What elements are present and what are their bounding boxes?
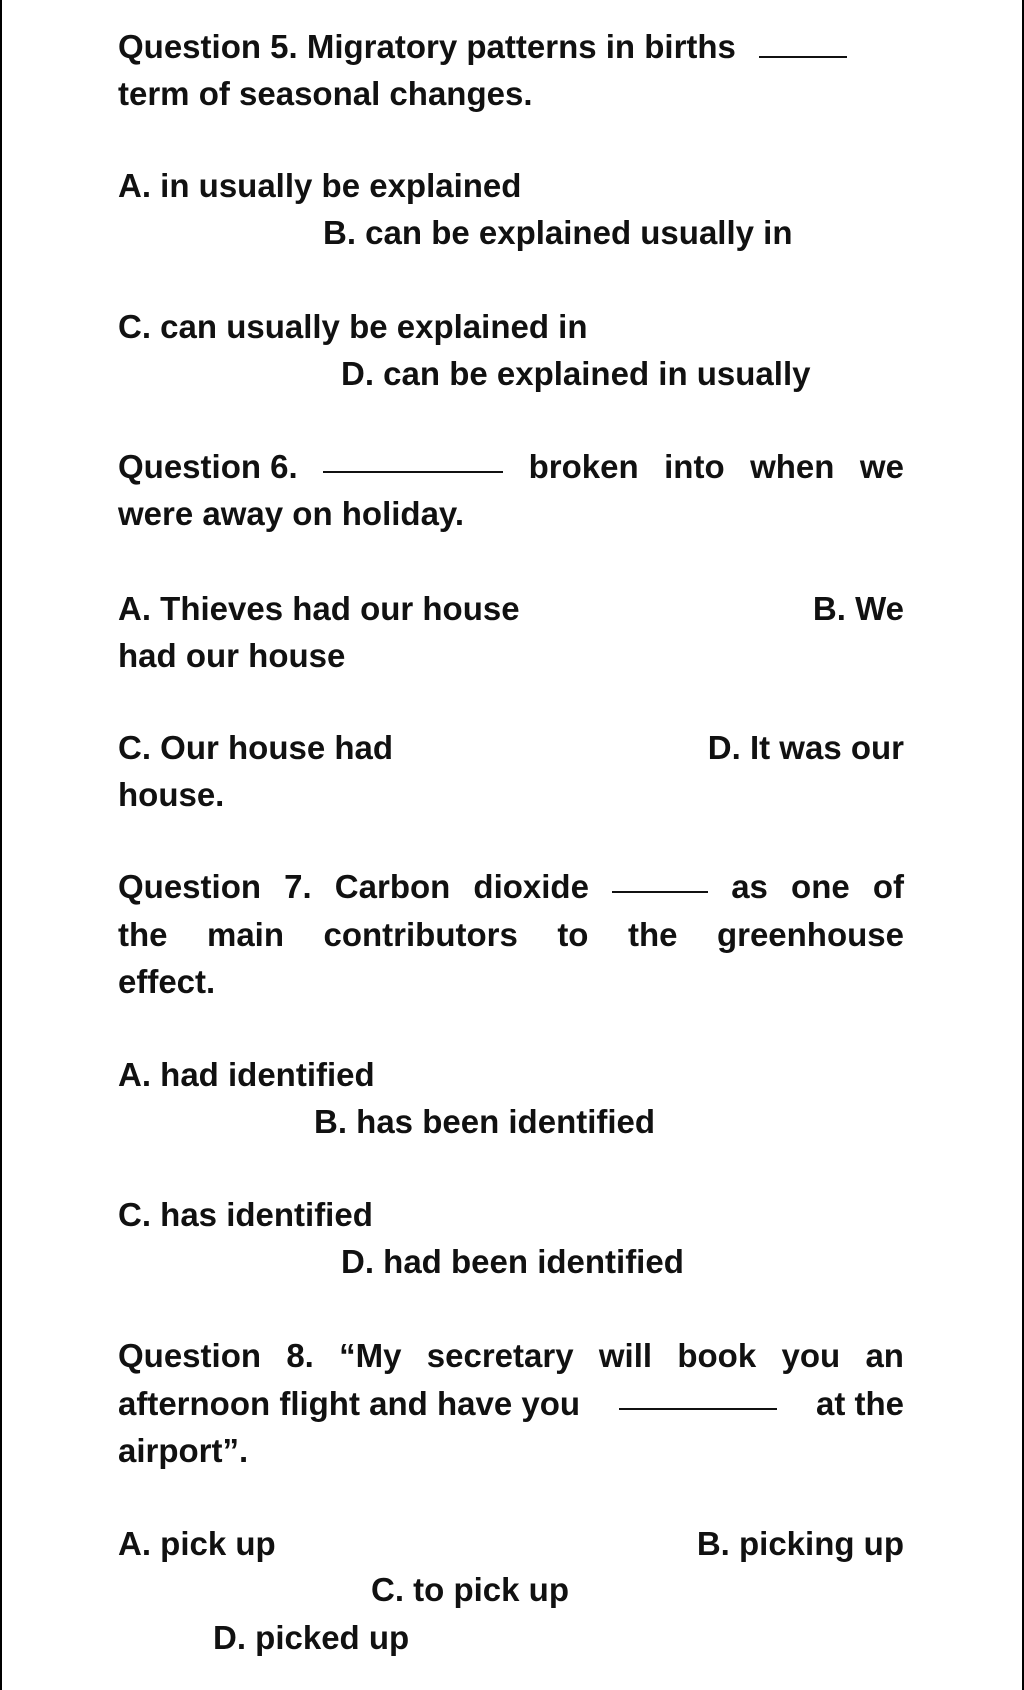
q7-option-c: C. has identified [118, 1196, 373, 1233]
q7-option-a: A. had identified [118, 1056, 375, 1093]
q8-word: you [781, 1337, 841, 1374]
document-page [2, 0, 1022, 1690]
q6-option-c: C. Our house had [118, 729, 394, 766]
q6-option-d-part2: house. [118, 776, 225, 813]
q6-options-row1 [118, 585, 904, 632]
q6-stem-line1 [118, 443, 904, 490]
q8-word: secretary [426, 1337, 574, 1374]
q5-option-c: C. can usually be explained in [118, 308, 588, 345]
q8-word: an [865, 1337, 904, 1374]
q8-word: Question [118, 1337, 262, 1374]
q8-text-after-blank: at the [815, 1385, 904, 1422]
q8-option-d: D. picked up [213, 1619, 410, 1656]
q8-stem-line1 [118, 1332, 904, 1379]
q5-option-b: B. can be explained usually in [323, 214, 793, 251]
q8-word: will [598, 1337, 653, 1374]
q5-answer-blank [759, 28, 847, 58]
q8-option-a: A. pick up [118, 1525, 276, 1562]
q5-stem-line1 [118, 23, 847, 70]
q8-option-c: C. to pick up [371, 1571, 569, 1608]
q7-stem-line2 [118, 911, 904, 958]
q7-word: one [791, 868, 850, 905]
q6-option-b-part1: B. We [812, 590, 904, 627]
q7-word: 7. [284, 868, 312, 905]
q6-option-b-part2: had our house [118, 637, 346, 674]
q7-word: Question [118, 868, 262, 905]
q8-options-row1 [118, 1520, 904, 1567]
q6-word: broken [528, 448, 639, 485]
q5-option-a: A. in usually be explained [118, 167, 522, 204]
q7-option-d: D. had been identified [341, 1243, 684, 1280]
q7-word: the [627, 916, 678, 953]
q6-option-d-part1: D. It was our [707, 729, 904, 766]
q8-option-b: B. picking up [696, 1525, 904, 1562]
q5-option-d: D. can be explained in usually [341, 355, 811, 392]
q8-word: 8. [286, 1337, 314, 1374]
q7-word: main [206, 916, 285, 953]
q7-word: contributors [323, 916, 518, 953]
q7-word: the [118, 916, 168, 953]
q6-options-row2 [118, 724, 904, 771]
q7-word: dioxide [473, 868, 589, 905]
q7-word: Carbon [334, 868, 451, 905]
q7-stem-line1 [118, 863, 904, 910]
q6-stem-line2: were away on holiday. [118, 495, 465, 532]
q7-word: of [872, 868, 904, 905]
q5-stem-text: Question 5. Migratory patterns in births [118, 28, 736, 65]
q7-word: greenhouse [716, 916, 904, 953]
q6-word: we [859, 448, 904, 485]
q6-word: into [664, 448, 725, 485]
q7-stem-line3: effect. [118, 963, 216, 1000]
q8-answer-blank [619, 1380, 777, 1410]
q6-label: Question 6. [118, 448, 298, 485]
q7-answer-blank [612, 863, 708, 893]
q8-text-before-blank: afternoon flight and have you [118, 1385, 581, 1422]
q8-word: book [677, 1337, 757, 1374]
q7-word: as [731, 868, 768, 905]
q6-option-a: A. Thieves had our house [118, 590, 520, 627]
q8-word: “My [339, 1337, 402, 1374]
q7-word: to [557, 916, 589, 953]
q5-stem-line2: term of seasonal changes. [118, 75, 533, 112]
q6-word: when [750, 448, 835, 485]
q6-answer-blank [323, 443, 503, 473]
q7-option-b: B. has been identified [314, 1103, 656, 1140]
q8-stem-line3: airport”. [118, 1432, 249, 1469]
q8-stem-line2 [118, 1380, 904, 1427]
